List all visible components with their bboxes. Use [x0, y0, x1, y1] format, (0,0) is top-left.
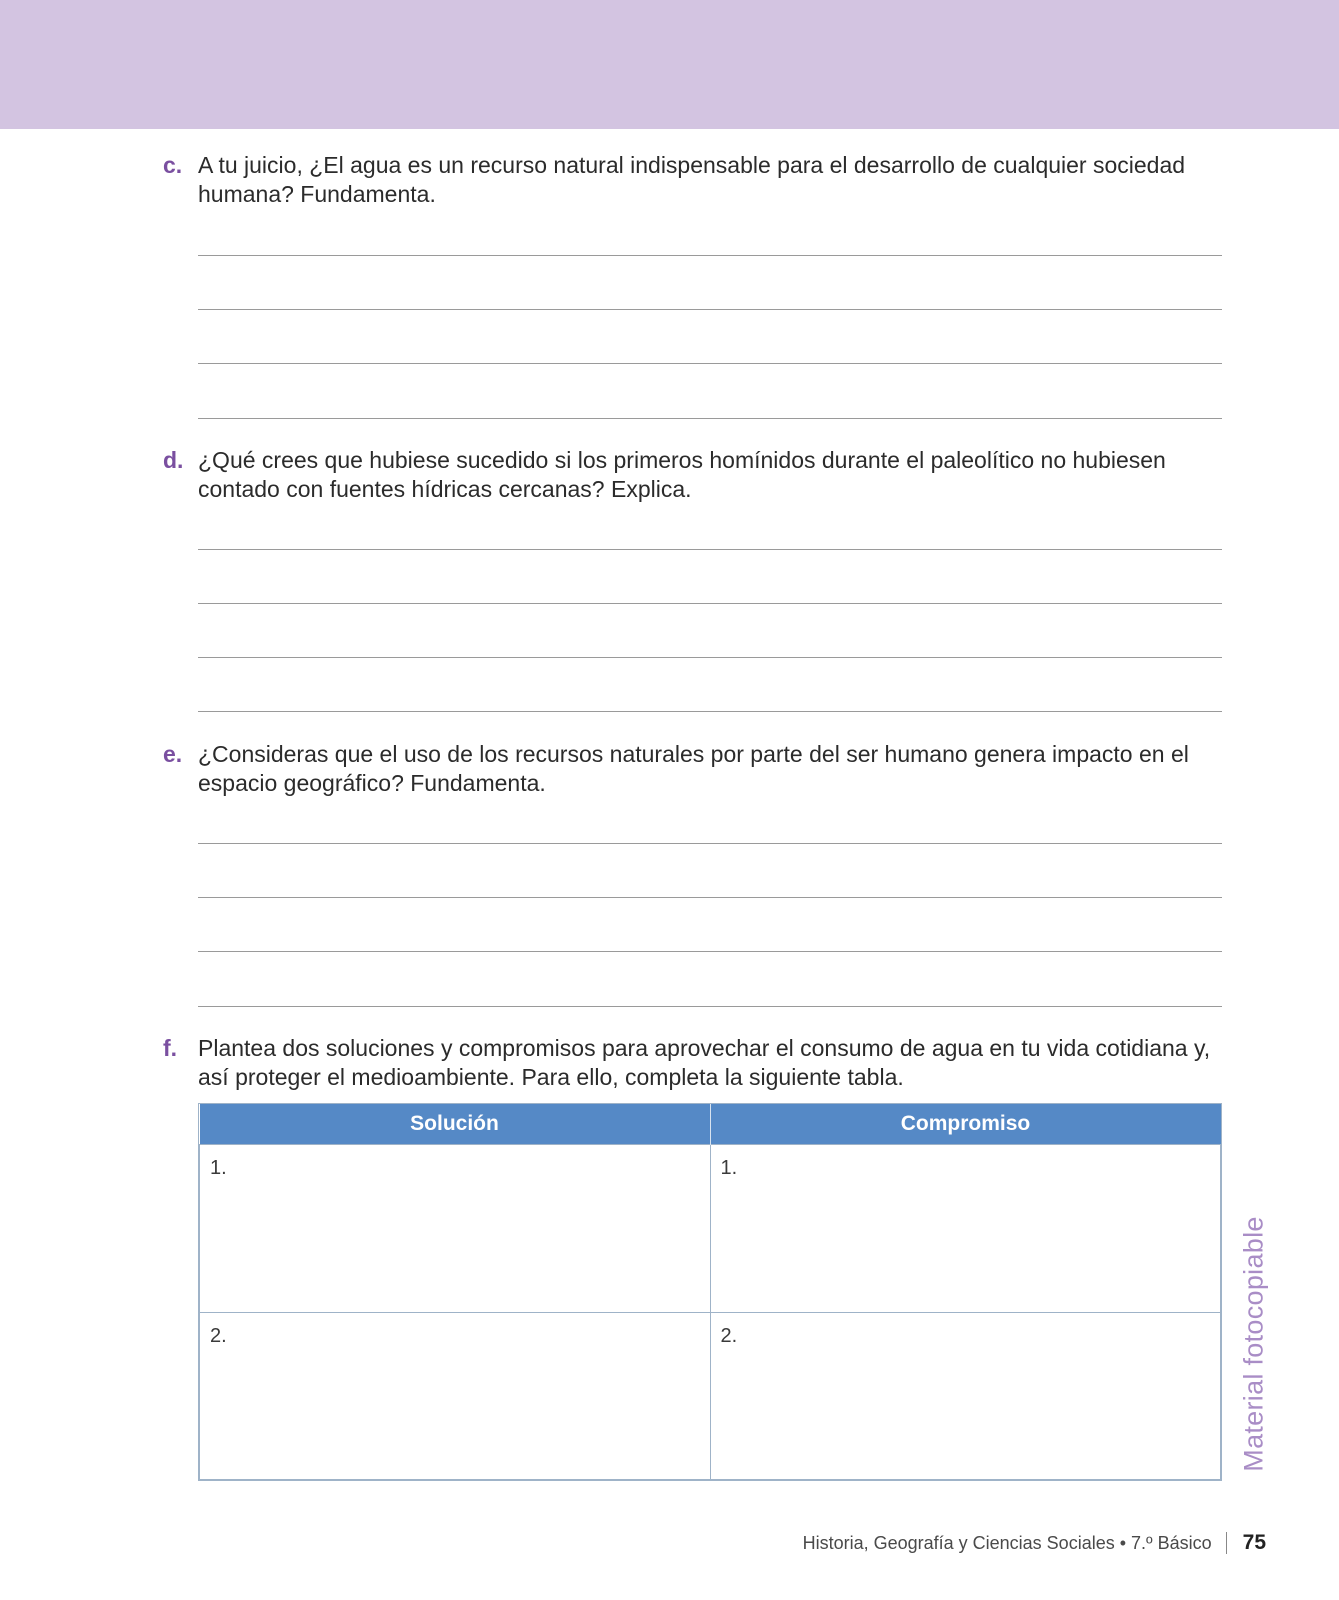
- page-number: 75: [1242, 1531, 1266, 1554]
- answer-line[interactable]: [198, 711, 1222, 712]
- question-letter: c.: [163, 152, 183, 178]
- column-header-solucion: Solución: [200, 1104, 711, 1145]
- question-text: ¿Qué crees que hubiese sucedido si los primeros homínidos durante el paleolítico no hubiesen contado con fuentes hídricas cercanas? Explica.: [198, 447, 1166, 502]
- question-d: [163, 446, 1223, 504]
- question-f: [163, 1034, 1223, 1092]
- answer-line[interactable]: [198, 843, 1222, 844]
- answer-line[interactable]: [198, 951, 1222, 952]
- page-footer: [803, 1531, 1266, 1555]
- question-letter: e.: [163, 741, 183, 767]
- table-row: [200, 1312, 1221, 1480]
- answer-line[interactable]: [198, 603, 1222, 604]
- solutions-table: [198, 1103, 1222, 1481]
- answer-line[interactable]: [198, 309, 1222, 310]
- question-letter: d.: [163, 447, 184, 473]
- answer-line[interactable]: [198, 363, 1222, 364]
- table-cell[interactable]: 2.: [200, 1312, 711, 1480]
- question-text: Plantea dos soluciones y compromisos para aprovechar el consumo de agua en tu vida cotidiana y, así proteger el medioambiente. Para ello, completa la siguiente tabla.: [198, 1035, 1211, 1090]
- question-text: A tu juicio, ¿El agua es un recurso natural indispensable para el desarrollo de cualquier sociedad humana? Fundamenta.: [198, 152, 1186, 207]
- side-label: Material fotocopiable: [1238, 1216, 1269, 1472]
- table-cell[interactable]: 1.: [710, 1145, 1221, 1313]
- answer-line[interactable]: [198, 1006, 1222, 1007]
- table-row: [200, 1145, 1221, 1313]
- table-cell[interactable]: 1.: [200, 1145, 711, 1313]
- answer-line[interactable]: [198, 418, 1222, 419]
- question-e: [163, 740, 1223, 798]
- column-header-compromiso: Compromiso: [710, 1104, 1221, 1145]
- question-letter: f.: [163, 1035, 178, 1061]
- header-band: [0, 0, 1339, 129]
- footer-divider: [1226, 1532, 1227, 1554]
- answer-line[interactable]: [198, 549, 1222, 550]
- question-text: ¿Consideras que el uso de los recursos naturales por parte del ser humano genera impacto en el espacio geográfico? Fundamenta.: [198, 741, 1189, 796]
- table-cell[interactable]: 2.: [710, 1312, 1221, 1480]
- answer-line[interactable]: [198, 255, 1222, 256]
- question-c: [163, 151, 1223, 209]
- answer-line[interactable]: [198, 897, 1222, 898]
- answer-line[interactable]: [198, 657, 1222, 658]
- footer-text: Historia, Geografía y Ciencias Sociales • 7.º Básico: [802, 1532, 1212, 1553]
